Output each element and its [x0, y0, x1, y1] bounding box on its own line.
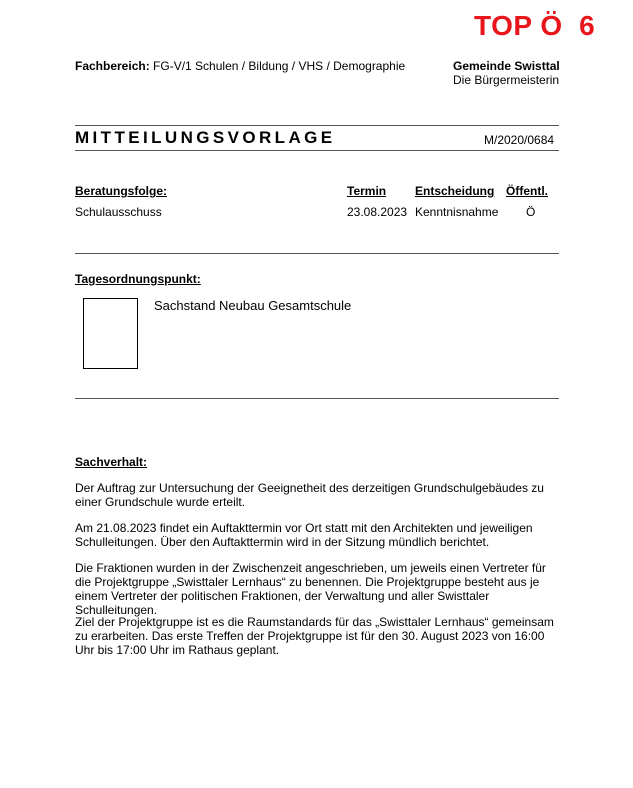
gremium-cell: Schulausschuss [75, 205, 162, 219]
entscheidung-header: Entscheidung [415, 184, 495, 198]
document-title: MITTEILUNGSVORLAGE [75, 128, 336, 147]
department-value: FG-V/1 Schulen / Bildung / VHS / Demographie [153, 59, 406, 73]
paragraph-text: Am 21.08.2023 findet ein Auftakttermin vor Ort statt mit den Architekten und jeweiligen Schulleitungen. Über den Auftakttermin wird in der Sitzung mündlich berichtet. [75, 521, 533, 549]
document-number: M/2020/0684 [484, 133, 555, 147]
department-label: Fachbereich: [75, 59, 150, 73]
oeffentl-cell: Ö [526, 205, 536, 219]
agenda-title: Sachstand Neubau Gesamtschule [154, 298, 352, 313]
paragraph-text: Der Auftrag zur Untersuchung der Geeignetheit des derzeitigen Grundschulgebäudes zu einer Grundschule wurde erteilt. [75, 481, 544, 509]
section-rule-1 [75, 253, 559, 254]
beratungsfolge-header: Beratungsfolge: [75, 184, 168, 198]
paragraph [75, 561, 565, 617]
section-rule-2 [75, 398, 559, 399]
department-line [75, 59, 405, 73]
paragraph [75, 615, 565, 657]
entscheidung-cell: Kenntnisnahme [415, 205, 499, 219]
paragraph-text: Ziel der Projektgruppe ist es die Raumstandards für das „Swisttaler Lernhaus“ gemeinsam zu erarbeiten. Das erste Treffen der Projektgruppe ist für den 30. August 2023 von 16:00 Uhr bis 17:00 Uhr im Rathaus geplant. [75, 615, 554, 657]
agenda-item-badge: TOP Ö 6 [474, 10, 596, 41]
title-bottom-rule [75, 150, 559, 151]
termin-header: Termin [347, 184, 387, 198]
paragraph [75, 521, 565, 549]
paragraph-text: Die Fraktionen wurden in der Zwischenzeit angeschrieben, um jeweils einen Vertreter für die Projektgruppe „Swisttaler Lernhaus“ zu benennen. Die Projektgruppe besteht aus je einem Vertreter der politischen Fraktionen, der Verwaltung und aller Swisttaler Schulleitungen. [75, 561, 546, 617]
municipality-name: Gemeinde Swisttal [453, 59, 560, 73]
termin-cell: 23.08.2023 [347, 205, 408, 219]
oeffentl-header: Öffentl. [506, 184, 548, 198]
municipality-block [453, 59, 560, 87]
office-name: Die Bürgermeisterin [453, 73, 560, 87]
agenda-box [83, 298, 138, 369]
sachverhalt-label: Sachverhalt: [75, 455, 148, 469]
tagesordnungspunkt-label: Tagesordnungspunkt: [75, 272, 201, 286]
title-top-rule [75, 125, 559, 126]
paragraph [75, 481, 565, 509]
